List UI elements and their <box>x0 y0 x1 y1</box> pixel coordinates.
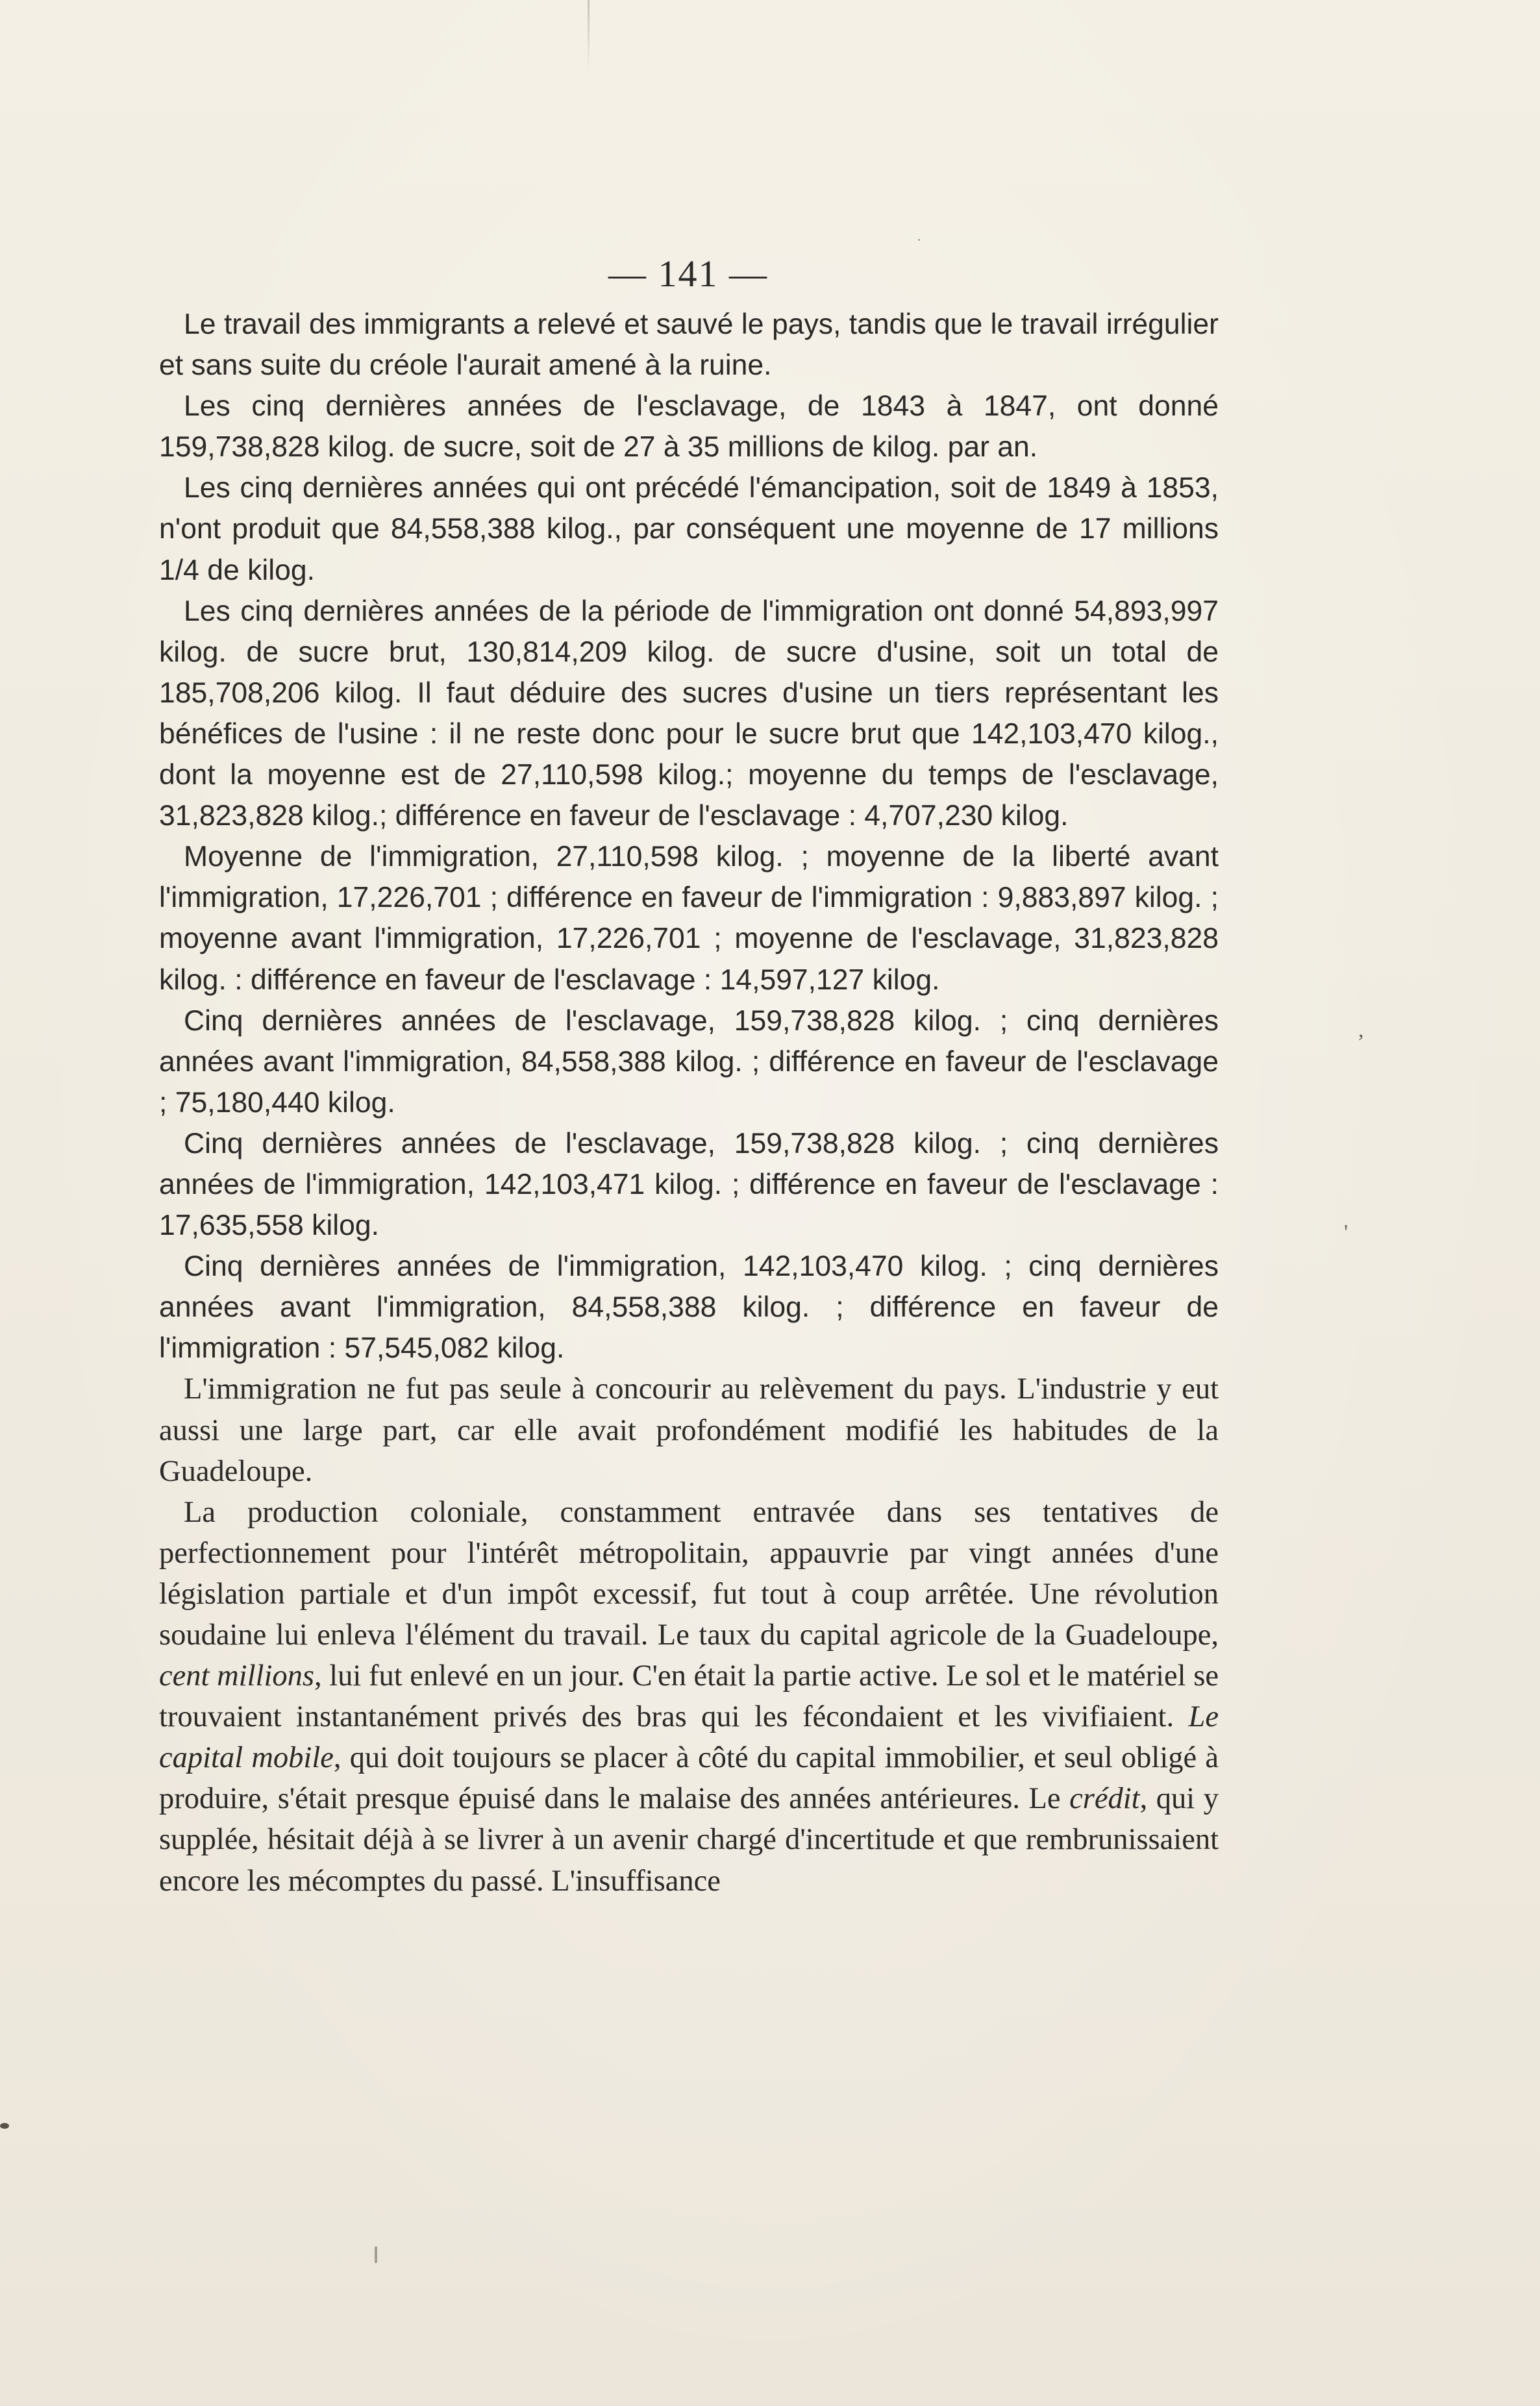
paragraph-4: Les cinq dernières années de la période de l'immigration ont donné 54,893,997 kilog. de sucre brut, 130,814,209 kilog. de sucre d'usine, soit un total de 185,708,206 kilog. Il faut déduire des sucres d'usine un tiers représentant les bénéfices de l'usine : il ne reste donc pour le sucre brut que 142,103,470 kilog., dont la moyenne est de 27,110,598 kilog.; moyenne du temps de l'esclavage, 31,823,828 kilog.; différence en faveur de l'esclavage : 4,707,230 kilog. <box>159 595 1219 832</box>
paragraph-10 <box>159 1492 1219 1902</box>
paragraph-10-part-2: , lui fut enlevé en un jour. C'en était la partie active. Le sol et le matériel se trouvaient instantanément privés des bras qui les fécondaient et les vivifiaient. <box>159 1659 1219 1734</box>
emphasis-credit: crédit <box>1069 1782 1140 1816</box>
paragraph-7: Cinq dernières années de l'esclavage, 159,738,828 kilog. ; cinq dernières années de l'immigration, 142,103,471 kilog. ; différence en faveur de l'esclavage : 17,635,558 kilog. <box>159 1127 1219 1242</box>
paragraph-9: L'immigration ne fut pas seule à concourir au relèvement du pays. L'industrie y eut aussi une large part, car elle avait profondément modifié les habitudes de la Guadeloupe. <box>159 1372 1219 1488</box>
paragraph-1: Le travail des immigrants a relevé et sauvé le pays, tandis que le travail irrégulier et sans suite du créole l'aurait amené à la ruine. <box>159 308 1219 382</box>
emphasis-capital-mobile: Le capital mobile <box>159 1700 1219 1775</box>
page-speck-bottom <box>375 2246 377 2263</box>
page-number: — 141 — <box>608 253 768 295</box>
paragraph-5: Moyenne de l'immigration, 27,110,598 kilog. ; moyenne de la liberté avant l'immigration, 17,226,701 ; différence en faveur de l'immigration : 9,883,897 kilog. ; moyenne avant l'immigration, 17,226,701 ; moyenne de l'esclavage, 31,823,828 kilog. : différence en faveur de l'esclavage : 14,597,127 kilog. <box>159 841 1219 996</box>
emphasis-cent-millions: cent millions <box>159 1659 314 1693</box>
margin-mark-apostrophe: ' <box>1344 1221 1348 1245</box>
page-speck-top <box>918 239 920 241</box>
body-text <box>159 304 1219 1902</box>
paragraph-8: Cinq dernières années de l'immigration, 142,103,470 kilog. ; cinq dernières années avant l'immigration, 84,558,388 kilog. ; différence en faveur de l'immigration : 57,545,082 kilog. <box>159 1250 1219 1365</box>
binding-fold-mark <box>588 0 590 71</box>
paragraph-2: Les cinq dernières années de l'esclavage, de 1843 à 1847, ont donné 159,738,828 kilog. de sucre, soit de 27 à 35 millions de kilog. par an. <box>159 390 1219 464</box>
margin-mark-comma: , <box>1358 1018 1364 1042</box>
paragraph-10-part-4: , qui y supplée, hésitait déjà à se livrer à un avenir chargé d'incertitude et que rembrunissaient encore les mécomptes du passé. L'insuffisance <box>159 1782 1219 1898</box>
paragraph-3: Les cinq dernières années qui ont précédé l'émancipation, soit de 1849 à 1853, n'ont produit que 84,558,388 kilog., par conséquent une moyenne de 17 millions 1/4 de kilog. <box>159 472 1219 586</box>
paragraph-10-part-1: La production coloniale, constamment entravée dans ses tentatives de perfectionnement pour l'intérêt métropolitain, appauvrie par vingt années d'une législation partiale et d'un impôt excessif, fut tout à coup arrêtée. Une révolution soudaine lui enleva l'élément du travail. Le taux du capital agricole de la Guadeloupe, <box>159 1495 1219 1652</box>
page-speck-left <box>0 2123 9 2129</box>
paragraph-6: Cinq dernières années de l'esclavage, 159,738,828 kilog. ; cinq dernières années avant l'immigration, 84,558,388 kilog. ; différence en faveur de l'esclavage ; 75,180,440 kilog. <box>159 1004 1219 1119</box>
paragraph-10-part-3: , qui doit toujours se placer à côté du capital immobilier, et seul obligé à produire, s'était presque épuisé dans le malaise des années antérieures. Le <box>159 1741 1219 1816</box>
